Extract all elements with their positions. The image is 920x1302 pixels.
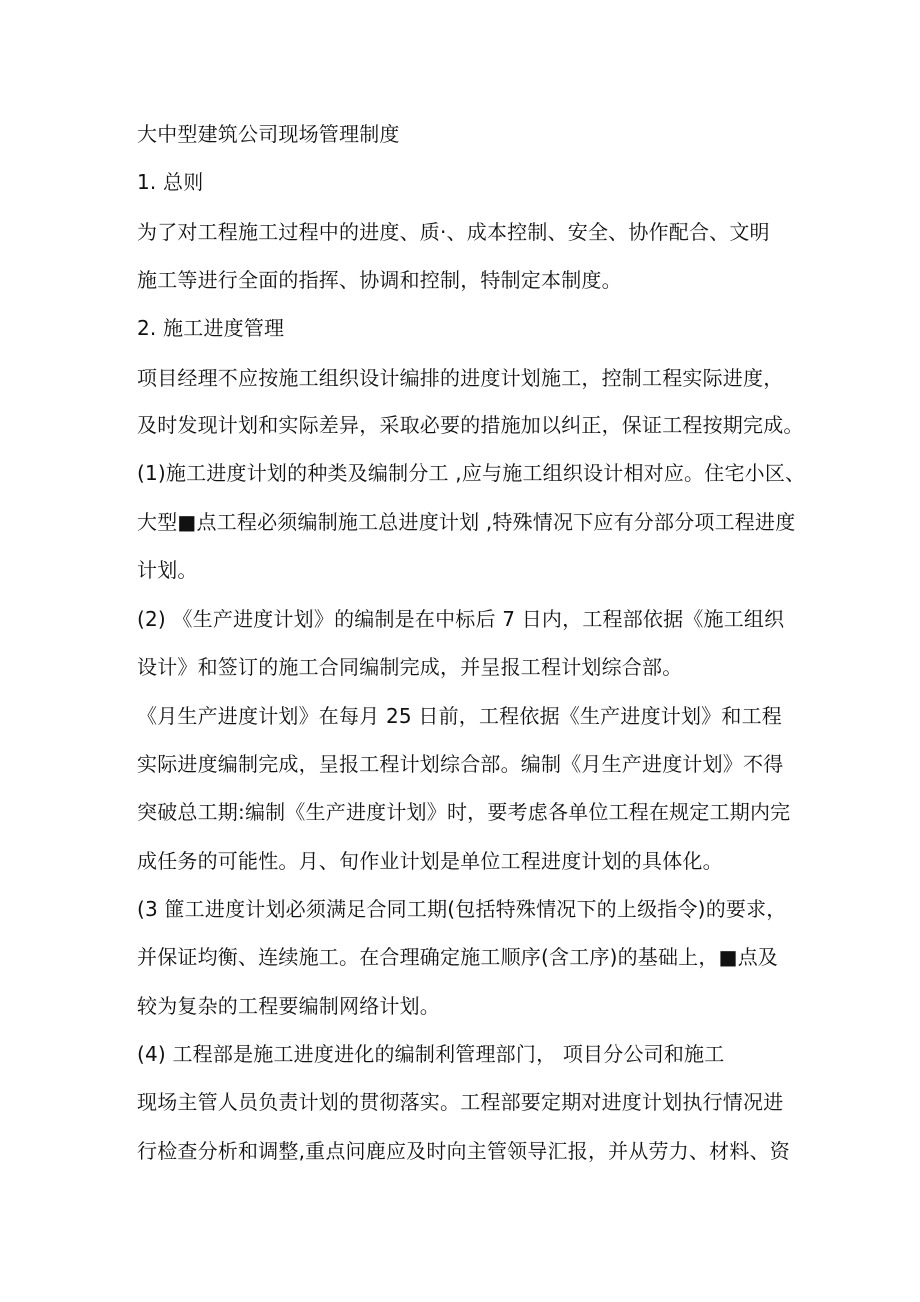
paragraph-line: 成任务的可能性。月、旬作业计划是单位工程进度计划的具体化。 bbox=[137, 849, 723, 873]
paragraph-line: 实际进度编制完成，呈报工程计划综合部。编制《月生产进度计划》不得 bbox=[137, 752, 784, 776]
document-title: 大中型建筑公司现场管理制度 bbox=[137, 122, 400, 146]
paragraph-line: 为了对工程施工过程中的进度、质·、成本控制、安全、协作配合、文明 bbox=[137, 220, 770, 244]
section-heading-general: 1. 总则 bbox=[137, 170, 204, 194]
paragraph-line: 《月生产进度计划》在每月 25 日前，工程依据《生产进度计划》和工程 bbox=[137, 704, 782, 728]
paragraph-line: 现场主管人员负责计划的贯彻落实。工程部要定期对进度计划执行情况进 bbox=[137, 1090, 784, 1114]
paragraph-line: 并保证均衡、连续施工。在合理确定施工顺序(含工序)的基础上，■点及 bbox=[137, 945, 779, 969]
paragraph-line: 设计》和签订的施工合同编制完成，并呈报工程计划综合部。 bbox=[137, 655, 683, 679]
paragraph-line: (1)施工进度计划的种类及编制分工 ,应与施工组织设计相对应。住宅小区、 bbox=[137, 461, 806, 485]
paragraph-line: 行检查分析和调整,重点问鹿应及时向主管领导汇报，并从劳力、材料、资 bbox=[137, 1139, 790, 1163]
paragraph-line: (2) 《生产进度计划》的编制是在中标后 7 日内，工程部依据《施工组织 bbox=[137, 607, 785, 631]
paragraph-line: 大型■点工程必须编制施工总进度计划 ,特殊情况下应有分部分项工程进度 bbox=[137, 510, 796, 534]
paragraph-line: 突破总工期:编制《生产进度计划》时，要考虑各单位工程在规定工期内完 bbox=[137, 800, 791, 824]
paragraph-line: 计划。 bbox=[137, 558, 198, 582]
paragraph-line: 项目经理不应按施工组织设计编排的进度计划施工，控制工程实际进度， bbox=[137, 366, 784, 390]
section-heading-progress: 2. 施工进度管理 bbox=[137, 316, 285, 340]
paragraph-line: (3 篚工进度计划必须满足合同工期(包括特殊情况下的上级指令)的要求， bbox=[137, 897, 787, 921]
paragraph-line: (4) 工程部是施工进度进化的编制利管理部门， 项目分公司和施工 bbox=[137, 1042, 725, 1066]
paragraph-line: 及时发现计划和实际差异，采取必要的措施加以纠正，保证工程按期完成。 bbox=[137, 413, 804, 437]
paragraph-line: 施工等进行全面的指挥、协调和控制，特制定本制度。 bbox=[137, 268, 622, 292]
paragraph-line: 较为复杂的工程要编制网络计划。 bbox=[137, 994, 440, 1018]
